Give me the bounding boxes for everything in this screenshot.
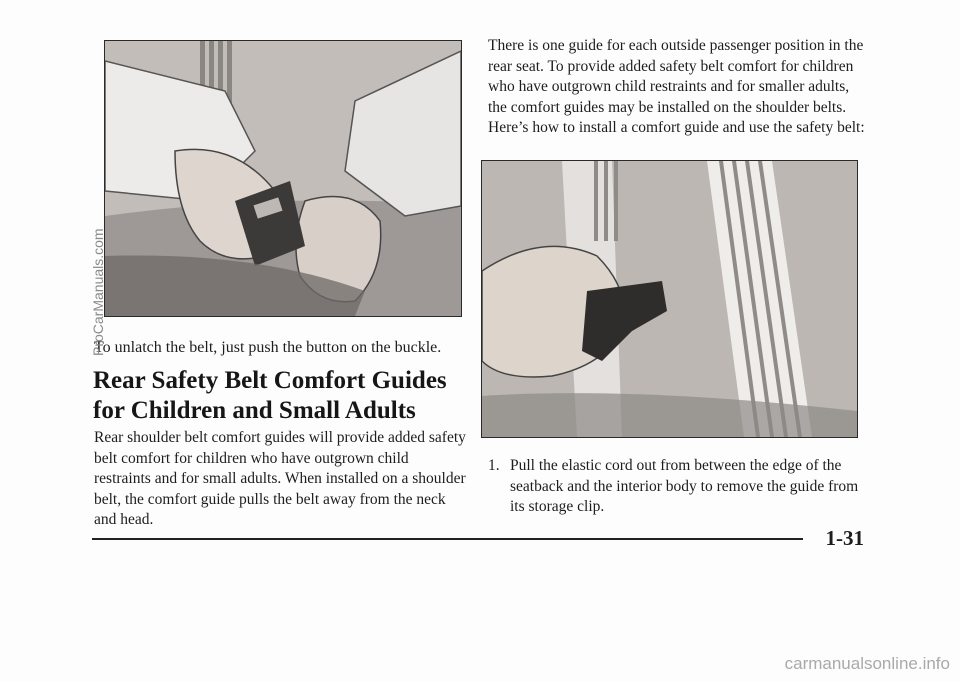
footer-rule	[92, 538, 803, 540]
side-watermark: ProCarManuals.com	[90, 228, 106, 356]
comfort-guide-illustration	[481, 160, 858, 438]
buckle-caption: To unlatch the belt, just push the button on the buckle.	[94, 339, 442, 356]
step-item	[488, 456, 863, 518]
section-heading: Rear Safety Belt Comfort Guides for Children and Small Adults	[93, 367, 447, 424]
comfort-guide-drawing	[482, 161, 857, 437]
guides-paragraph: There is one guide for each outside passenger position in the rear seat. To provide added safety belt comfort for children who have outgrown child restraints and for smaller adults, the comfort guides may be installed on the shoulder belts. Here’s how to install a comfort guide and use the safety belt:	[488, 37, 865, 136]
buckle-illustration	[104, 40, 462, 317]
step-text: Pull the elastic cord out from between the edge of the seatback and the interior body to remove the guide from its storage clip.	[510, 457, 859, 515]
step-number: 1.	[488, 457, 500, 474]
footer-watermark[interactable]: carmanualsonline.info	[784, 654, 950, 673]
buckle-drawing	[105, 41, 461, 316]
intro-paragraph: Rear shoulder belt comfort guides will provide added safety belt comfort for children who have outgrown child restraints and for small adults. When installed on a shoulder belt, the comfort guide pulls the belt away from the neck and head.	[94, 429, 466, 528]
page-number: 1-31	[825, 526, 864, 550]
